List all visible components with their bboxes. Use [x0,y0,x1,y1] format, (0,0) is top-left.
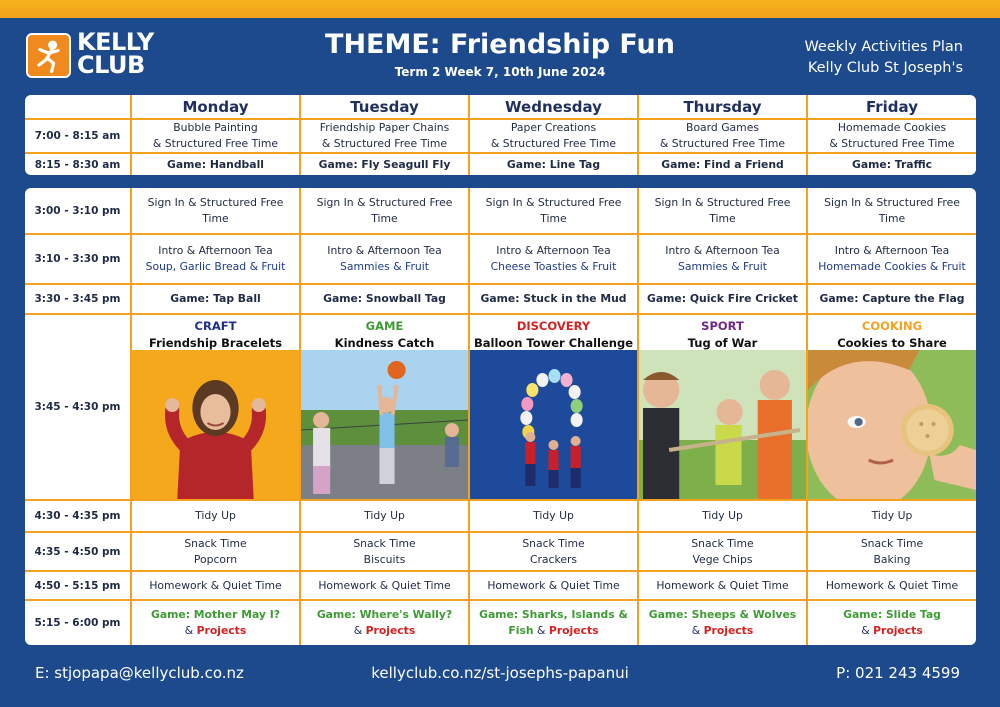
schedule-cell [807,600,976,645]
activity-category: GAME [365,319,404,333]
schedule-cell [638,532,807,571]
schedule-cell [300,532,469,571]
game-cell: Game: Line Tag [469,153,638,175]
cell-line: Bubble Painting [173,121,258,134]
table-row [25,119,976,153]
theme-subtitle: Term 2 Week 7, 10th June 2024 [394,65,606,79]
time-label: 5:15 - 6:00 pm [25,600,131,645]
schedule-cell [638,119,807,153]
day-header-friday: Friday [807,95,976,119]
projects-label: Projects [548,624,599,637]
schedule-cell [807,234,976,284]
schedule-cell: Homework & Quiet Time [469,571,638,600]
photo-girl-bracelets [132,350,299,499]
morning-schedule-table [25,95,976,175]
projects-label: Projects [365,624,416,637]
schedule-cell [300,600,469,645]
morning-schedule-panel [25,95,976,175]
activity-category: SPORT [701,319,744,333]
table-row [25,532,976,571]
table-row [25,571,976,600]
amp-text: & [861,624,870,637]
table-row [25,153,976,175]
schedule-cell [638,234,807,284]
activity-category: DISCOVERY [516,319,591,333]
afternoon-schedule-panel [25,188,976,645]
schedule-cell: Homework & Quiet Time [131,571,300,600]
projects-label: Projects [196,624,247,637]
cell-line: Snack Time [353,536,416,550]
day-header-row [25,95,976,119]
final-game-cont: Fish [508,624,534,637]
cell-line: Intro & Afternoon Tea [834,244,950,257]
cell-line: Snack Time [184,536,247,550]
plan-info [804,37,963,79]
cell-line: Sammies & Fruit [678,260,767,273]
game-cell: Game: Traffic [807,153,976,175]
cell-line: Sign In & Structured Free [654,195,791,209]
game-cell: Game: Quick Fire Cricket [638,284,807,314]
day-header-thursday: Thursday [638,95,807,119]
activity-cell-game [300,314,469,500]
schedule-cell: Tidy Up [638,500,807,532]
afternoon-schedule-table [25,188,976,645]
schedule-cell [807,119,976,153]
schedule-cell [469,532,638,571]
cell-line: Snack Time [860,536,924,550]
cell-line: Popcorn [193,552,238,566]
time-label: 3:30 - 3:45 pm [25,284,131,314]
cell-line: Time [878,211,906,225]
schedule-cell: Homework & Quiet Time [638,571,807,600]
cell-line: Time [202,211,229,225]
final-game: Game: Sheeps & Wolves [648,608,797,621]
cell-line: Time [371,211,398,225]
plan-title: Weekly Activities Plan [804,39,963,55]
schedule-cell [807,188,976,234]
activity-category: CRAFT [194,319,237,333]
schedule-cell [638,600,807,645]
activity-title: Cookies to Share [837,336,947,350]
cell-line: Friendship Paper Chains [319,121,450,134]
schedule-cell [469,119,638,153]
amp-text: & [537,624,546,637]
game-cell: Game: Capture the Flag [807,284,976,314]
logo-text-line-2: CLUB [77,51,145,79]
cell-line: & Structured Free Time [659,137,786,150]
schedule-cell [807,532,976,571]
time-label: 3:00 - 3:10 pm [25,188,131,234]
activity-cell-craft [131,314,300,500]
cell-line: & Structured Free Time [152,137,279,150]
cell-line: Sign In & Structured Free [485,195,622,209]
cell-line: Intro & Afternoon Tea [665,244,780,257]
activity-row [25,314,976,500]
cell-line: & Structured Free Time [321,137,448,150]
photo-balloon-tower [470,350,637,499]
cell-line: Cheese Toasties & Fruit [490,260,617,273]
schedule-cell [131,188,300,234]
logo-text [77,28,154,79]
schedule-cell [300,234,469,284]
game-cell: Game: Handball [131,153,300,175]
activity-cell-cooking [807,314,976,500]
time-label: 7:00 - 8:15 am [25,119,131,153]
game-cell: Game: Snowball Tag [300,284,469,314]
final-game: Game: Slide Tag [843,608,941,621]
time-label: 4:50 - 5:15 pm [25,571,131,600]
activity-title: Friendship Bracelets [148,336,283,350]
day-header-wednesday: Wednesday [469,95,638,119]
schedule-cell [131,600,300,645]
cell-line: & Structured Free Time [490,137,617,150]
schedule-cell [131,234,300,284]
final-game: Game: Sharks, Islands & [479,608,628,621]
cell-line: Crackers [529,552,578,566]
time-label: 8:15 - 8:30 am [25,153,131,175]
projects-label: Projects [873,624,923,637]
game-cell: Game: Stuck in the Mud [469,284,638,314]
time-label: 3:45 - 4:30 pm [25,314,131,500]
table-row [25,234,976,284]
schedule-cell: Tidy Up [807,500,976,532]
footer-phone[interactable]: P: 021 243 4599 [836,664,960,682]
cell-line: Time [709,211,736,225]
cell-line: Board Games [686,121,759,134]
top-accent-strip [0,0,1000,18]
cell-line: Intro & Afternoon Tea [327,244,442,257]
final-game: Game: Mother May I? [151,608,280,621]
time-label: 4:35 - 4:50 pm [25,532,131,571]
schedule-cell: Homework & Quiet Time [300,571,469,600]
logo-figure-icon [26,33,71,78]
cell-line: Sign In & Structured Free [316,195,453,209]
amp-text: & [184,624,194,637]
day-header-monday: Monday [131,95,300,119]
schedule-cell [469,234,638,284]
day-header-tuesday: Tuesday [300,95,469,119]
time-label: 4:30 - 4:35 pm [25,500,131,532]
plan-location: Kelly Club St Joseph's [807,60,963,76]
cell-line: Baking [873,552,911,566]
photo-kids-ball-catch [301,350,468,499]
activity-category: COOKING [861,319,923,333]
schedule-cell [131,119,300,153]
game-cell: Game: Find a Friend [638,153,807,175]
schedule-cell: Homework & Quiet Time [807,571,976,600]
cell-line: Intro & Afternoon Tea [158,244,273,257]
cell-line: Biscuits [363,552,406,566]
cell-line: Intro & Afternoon Tea [496,244,611,257]
cell-line: Soup, Garlic Bread & Fruit [145,260,286,273]
amp-text: & [691,624,701,637]
corner-cell [25,95,131,119]
schedule-cell: Tidy Up [469,500,638,532]
schedule-cell [300,188,469,234]
final-game: Game: Where's Wally? [316,608,453,621]
photo-tug-of-war [639,350,806,499]
table-row [25,500,976,532]
table-row [25,600,976,645]
cell-line: Homemade Cookies & Fruit [818,260,966,273]
activity-cell-discovery [469,314,638,500]
cell-line: & Structured Free Time [829,137,955,150]
cell-line: Sammies & Fruit [340,260,429,273]
table-row [25,284,976,314]
activity-title: Balloon Tower Challenge [473,336,633,350]
cell-line: Sign In & Structured Free [147,195,284,209]
kelly-club-logo [22,30,162,82]
photo-boy-cookie [808,350,976,499]
game-cell: Game: Tap Ball [131,284,300,314]
schedule-cell [300,119,469,153]
game-cell: Game: Fly Seagull Fly [300,153,469,175]
activity-cell-sport [638,314,807,500]
activity-title: Kindness Catch [334,336,435,350]
cell-line: Paper Creations [510,121,597,134]
schedule-cell [469,600,638,645]
theme-title: THEME: Friendship Fun [325,29,675,60]
schedule-cell [131,532,300,571]
footer-website[interactable]: kellyclub.co.nz/st-josephs-papanui [371,664,629,682]
schedule-cell [638,188,807,234]
schedule-cell: Tidy Up [300,500,469,532]
time-label: 3:10 - 3:30 pm [25,234,131,284]
cell-line: Vege Chips [692,552,753,566]
activity-title: Tug of War [687,336,758,350]
amp-text: & [353,624,363,637]
schedule-cell [469,188,638,234]
footer-email[interactable]: E: stjopapa@kellyclub.co.nz [35,664,244,682]
projects-label: Projects [703,624,754,637]
cell-line: Snack Time [691,536,754,550]
cell-line: Time [540,211,567,225]
table-row [25,188,976,234]
cell-line: Snack Time [522,536,585,550]
cell-line: Homemade Cookies [837,121,947,134]
schedule-cell: Tidy Up [131,500,300,532]
cell-line: Sign In & Structured Free [824,195,960,209]
logo-text-line-1: KELLY [77,28,154,56]
